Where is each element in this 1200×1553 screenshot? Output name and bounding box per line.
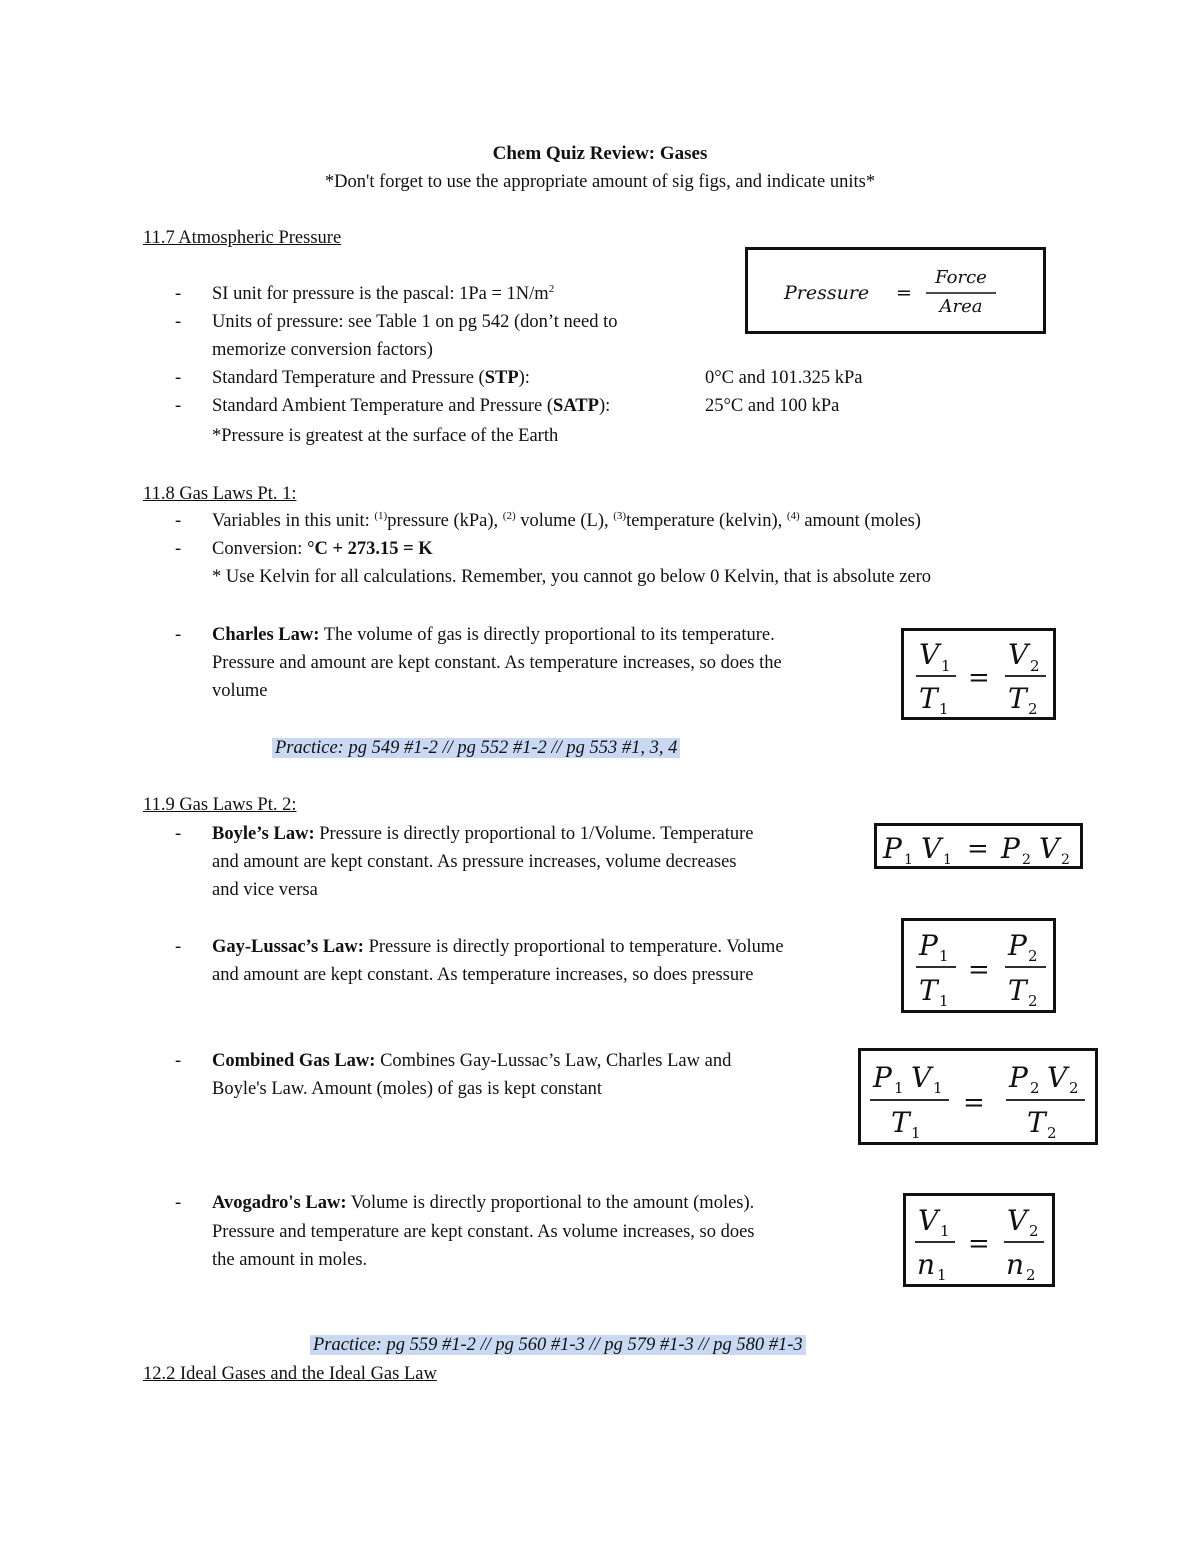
subscript: 2 — [1061, 852, 1070, 866]
stp-value: 0°C and 101.325 kPa — [705, 368, 863, 388]
bullet-marker: - — [175, 511, 182, 531]
practice-highlight: Practice: pg 549 #1-2 // pg 552 #1-2 // pg 553 #1, 3, 4 — [272, 738, 680, 758]
formula-p2: P — [1008, 929, 1027, 962]
formula-v2: V — [1047, 1061, 1068, 1094]
heading-12-2: 12.2 Ideal Gases and the Ideal Gas Law — [143, 1364, 437, 1384]
pressure-note: *Pressure is greatest at the surface of the Earth — [212, 426, 559, 446]
combined-law-line2: Boyle's Law. Amount (moles) of gas is kept constant — [212, 1079, 603, 1099]
charles-law-text: The volume of gas is directly proportional to its temperature. — [319, 625, 775, 645]
formula-v1: V — [919, 638, 940, 671]
units-bullet-line2: memorize conversion factors) — [212, 340, 433, 360]
conversion-label: Conversion: — [212, 539, 308, 559]
formula-equals: = — [968, 1229, 990, 1259]
page-title: Chem Quiz Review: Gases — [492, 143, 708, 164]
formula-v1: V — [911, 1061, 932, 1094]
si-unit-exponent: 2 — [548, 283, 555, 295]
avogadro-formula — [906, 1196, 1052, 1284]
subscript: 2 — [1030, 1079, 1040, 1097]
boyles-formula-box — [874, 823, 1083, 869]
bullet-marker: - — [175, 396, 182, 416]
pressure-formula — [748, 250, 1043, 331]
formula-t2: T — [1008, 974, 1027, 1007]
bullet-marker: - — [175, 1193, 182, 1213]
bullet-marker: - — [175, 937, 182, 957]
formula-v1: V — [921, 832, 942, 865]
variables-text: Variables in this unit: — [212, 511, 375, 531]
subscript: 2 — [1029, 1222, 1039, 1240]
variable-pressure: pressure (kPa), — [387, 511, 503, 531]
avogadro-formula-box — [903, 1193, 1055, 1287]
formula-p2: P — [1009, 1061, 1028, 1094]
subscript: 1 — [939, 947, 949, 965]
satp-text: Standard Ambient Temperature and Pressure ( — [212, 396, 554, 416]
formula-equals: = — [896, 282, 912, 304]
charles-law-name: Charles Law: — [212, 625, 320, 645]
formula-v2: V — [1008, 638, 1029, 671]
boyles-law-line1 — [212, 820, 753, 848]
subscript: 2 — [1030, 657, 1040, 675]
subscript: 1 — [940, 1222, 950, 1240]
kelvin-note: * Use Kelvin for all calculations. Remember, you cannot go below 0 Kelvin, that is absolute zero — [212, 567, 932, 587]
formula-n2: n — [1006, 1248, 1025, 1281]
gay-lussac-line1 — [212, 933, 784, 961]
variable-temperature: temperature (kelvin), — [626, 511, 787, 531]
subscript: 2 — [1028, 992, 1038, 1010]
conversion-bullet — [212, 535, 433, 563]
avogadro-law-line3: the amount in moles. — [212, 1250, 368, 1270]
stp-acronym: STP — [484, 368, 519, 388]
formula-p1: P — [919, 929, 938, 962]
si-unit-bullet — [212, 280, 554, 308]
formula-p1: P — [883, 832, 902, 865]
combined-formula — [861, 1051, 1095, 1142]
subscript: 1 — [943, 852, 952, 866]
bullet-marker: - — [175, 824, 182, 844]
formula-t1: T — [919, 974, 938, 1007]
satp-bullet — [212, 392, 610, 420]
heading-11-9: 11.9 Gas Laws Pt. 2: — [143, 795, 297, 815]
bullet-marker: - — [175, 312, 182, 332]
combined-law-text: Combines Gay-Lussac’s Law, Charles Law and — [375, 1051, 732, 1071]
subscript: 2 — [1028, 700, 1038, 717]
formula-equals: = — [963, 1088, 985, 1118]
formula-t1: T — [891, 1106, 910, 1139]
charles-law-line2: Pressure and amount are kept constant. As temperature increases, so does the — [212, 653, 782, 673]
charles-formula — [904, 631, 1053, 717]
formula-area: Area — [939, 296, 983, 317]
subscript: 1 — [911, 1124, 921, 1142]
subscript: 2 — [1022, 852, 1031, 866]
combined-formula-box — [858, 1048, 1098, 1145]
formula-p1: P — [873, 1061, 892, 1094]
formula-t1: T — [919, 682, 938, 715]
stp-text: Standard Temperature and Pressure ( — [212, 368, 485, 388]
variable-number: (3) — [613, 510, 627, 522]
formula-t2: T — [1027, 1106, 1046, 1139]
pressure-formula-box — [745, 247, 1046, 334]
bullet-marker: - — [175, 368, 182, 388]
gay-lussac-line2: and amount are kept constant. As temperature increases, so does pressure — [212, 965, 754, 985]
avogadro-law-line2: Pressure and temperature are kept constant. As volume increases, so does — [212, 1222, 755, 1242]
boyles-law-name: Boyle’s Law: — [212, 824, 315, 844]
satp-acronym: SATP — [553, 396, 599, 416]
subscript: 1 — [904, 852, 913, 866]
satp-close: ): — [598, 396, 611, 416]
combined-law-line1 — [212, 1047, 731, 1075]
bullet-marker: - — [175, 539, 182, 559]
si-unit-text: SI unit for pressure is the pascal: 1Pa = 1N/m — [212, 284, 549, 304]
bullet-marker: - — [175, 1051, 182, 1071]
formula-t2: T — [1008, 682, 1027, 715]
heading-11-7: 11.7 Atmospheric Pressure — [143, 228, 342, 248]
charles-law-line3: volume — [212, 681, 268, 701]
bullet-marker: - — [175, 284, 182, 304]
avogadro-law-text: Volume is directly proportional to the amount (moles). — [346, 1193, 755, 1213]
boyles-law-line2: and amount are kept constant. As pressure increases, volume decreases — [212, 852, 737, 872]
subscript: 1 — [941, 657, 951, 675]
units-bullet-line1: Units of pressure: see Table 1 on pg 542 (don’t need to — [212, 312, 618, 332]
formula-n1: n — [917, 1248, 936, 1281]
variables-bullet — [212, 507, 921, 535]
subscript: 2 — [1026, 1266, 1036, 1284]
gay-lussac-formula-box — [901, 918, 1056, 1013]
formula-p2: P — [1001, 832, 1020, 865]
stp-close: ): — [518, 368, 530, 388]
subscript: 2 — [1069, 1079, 1079, 1097]
subscript: 1 — [939, 992, 949, 1010]
subscript: 1 — [933, 1079, 943, 1097]
variable-volume: volume (L), — [515, 511, 614, 531]
avogadro-law-line1 — [212, 1189, 754, 1217]
boyles-law-text: Pressure is directly proportional to 1/Volume. Temperature — [314, 824, 754, 844]
subscript: 1 — [939, 700, 949, 717]
gay-lussac-text: Pressure is directly proportional to temperature. Volume — [363, 937, 784, 957]
formula-equals: = — [967, 834, 989, 864]
variable-number: (4) — [786, 510, 800, 522]
charles-law-line1 — [212, 621, 775, 649]
boyles-law-line3: and vice versa — [212, 880, 318, 900]
bullet-marker: - — [175, 625, 182, 645]
practice-highlight: Practice: pg 559 #1-2 // pg 560 #1-3 // pg 579 #1-3 // pg 580 #1-3 — [310, 1335, 806, 1355]
combined-law-name: Combined Gas Law: — [212, 1051, 376, 1071]
avogadro-law-name: Avogadro's Law: — [212, 1193, 347, 1213]
gay-lussac-name: Gay-Lussac’s Law: — [212, 937, 364, 957]
practice-11-9 — [310, 1331, 806, 1359]
satp-value: 25°C and 100 kPa — [705, 396, 840, 416]
subscript: 1 — [894, 1079, 904, 1097]
subscript: 2 — [1028, 947, 1038, 965]
boyles-formula — [877, 826, 1080, 866]
variable-amount: amount (moles) — [799, 511, 921, 531]
gay-lussac-formula — [904, 921, 1053, 1010]
variable-number: (1) — [374, 510, 388, 522]
formula-v2: V — [1007, 1204, 1028, 1237]
practice-11-8 — [272, 734, 680, 762]
formula-equals: = — [968, 955, 990, 985]
variable-number: (2) — [502, 510, 516, 522]
subscript: 1 — [937, 1266, 947, 1284]
conversion-formula: °C + 273.15 = K — [307, 539, 433, 559]
charles-formula-box — [901, 628, 1056, 720]
formula-v1: V — [918, 1204, 939, 1237]
formula-equals: = — [968, 663, 990, 693]
heading-11-8: 11.8 Gas Laws Pt. 1: — [143, 484, 297, 504]
formula-force: Force — [935, 267, 987, 288]
formula-v2: V — [1039, 832, 1060, 865]
formula-pressure-label: Pressure — [784, 282, 870, 304]
subscript: 2 — [1047, 1124, 1057, 1142]
page-subtitle: *Don't forget to use the appropriate amount of sig figs, and indicate units* — [324, 172, 876, 192]
stp-bullet — [212, 364, 530, 392]
